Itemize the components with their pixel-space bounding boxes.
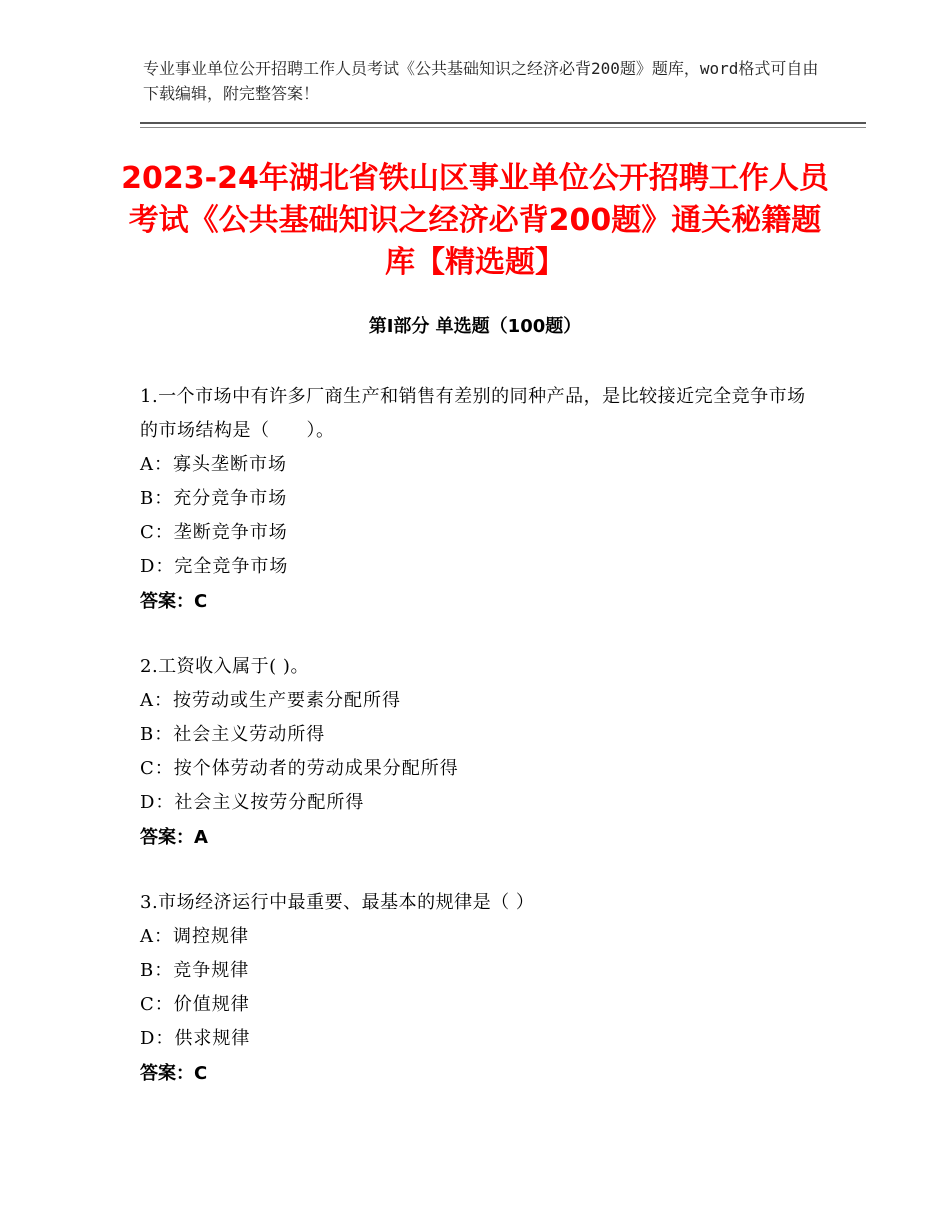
question-stem: 2.工资收入属于( )。: [140, 656, 309, 677]
answer: 答案：C: [140, 591, 208, 612]
option-d: D：完全竞争市场: [140, 556, 289, 577]
option-c: C：垄断竞争市场: [140, 522, 288, 543]
option-d: D：供求规律: [140, 1028, 251, 1049]
header-divider-thick: [140, 122, 866, 124]
header-divider-thin: [140, 127, 866, 128]
question-3: [140, 886, 810, 1092]
header-note: 专业事业单位公开招聘工作人员考试《公共基础知识之经济必背200题》题库，word格式可自由下载编辑，附完整答案！: [143, 59, 819, 103]
section-title: 第Ⅰ部分 单选题（100题）: [368, 316, 582, 337]
option-c: C：价值规律: [140, 994, 250, 1015]
answer: 答案：C: [140, 1063, 208, 1084]
option-c: C：按个体劳动者的劳动成果分配所得: [140, 758, 459, 779]
option-a: A：寡头垄断市场: [140, 454, 287, 475]
option-b: B：社会主义劳动所得: [140, 724, 326, 745]
option-a: A：按劳动或生产要素分配所得: [140, 690, 401, 711]
question-1: [140, 380, 810, 620]
question-2: [140, 650, 810, 856]
question-stem: 3.市场经济运行中最重要、最基本的规律是（ ）: [140, 892, 535, 913]
option-d: D：社会主义按劳分配所得: [140, 792, 365, 813]
option-b: B：充分竞争市场: [140, 488, 288, 509]
document-title: 2023-24年湖北省铁山区事业单位公开招聘工作人员考试《公共基础知识之经济必背200题》通关秘籍题库【精选题】: [121, 161, 829, 280]
question-stem: 1.一个市场中有许多厂商生产和销售有差别的同种产品，是比较接近完全竞争市场的市场结构是（ ）。: [140, 386, 806, 441]
option-b: B：竞争规律: [140, 960, 250, 981]
option-a: A：调控规律: [140, 926, 249, 947]
answer: 答案：A: [140, 827, 208, 848]
question-list: [140, 380, 810, 1122]
